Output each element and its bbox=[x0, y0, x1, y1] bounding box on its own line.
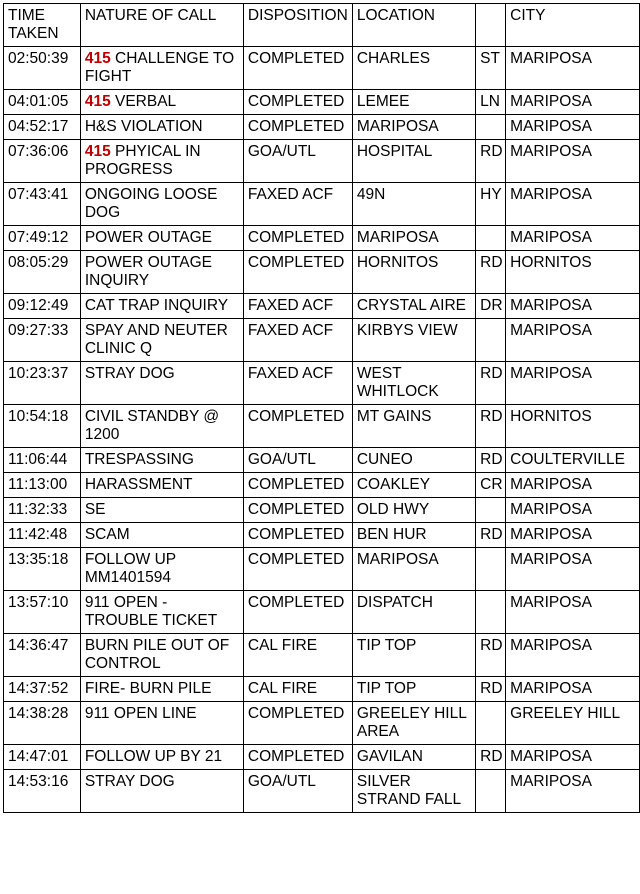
street-suffix-cell: RD bbox=[476, 523, 506, 548]
table-row bbox=[4, 498, 640, 523]
time-taken-cell: 04:52:17 bbox=[4, 115, 81, 140]
disposition-cell: GOA/UTL bbox=[243, 448, 352, 473]
city-cell: MARIPOSA bbox=[506, 183, 640, 226]
city-cell: HORNITOS bbox=[506, 405, 640, 448]
nature-of-call-cell bbox=[80, 362, 243, 405]
disposition-cell: GOA/UTL bbox=[243, 140, 352, 183]
table-row bbox=[4, 362, 640, 405]
nature-of-call-cell bbox=[80, 448, 243, 473]
disposition-cell: FAXED ACF bbox=[243, 183, 352, 226]
location-cell: DISPATCH bbox=[352, 591, 475, 634]
nature-of-call-cell bbox=[80, 523, 243, 548]
table-row bbox=[4, 448, 640, 473]
nature-of-call-cell bbox=[80, 634, 243, 677]
time-taken-cell: 10:54:18 bbox=[4, 405, 81, 448]
street-suffix-cell: HY bbox=[476, 183, 506, 226]
nature-of-call-cell bbox=[80, 319, 243, 362]
location-cell: MARIPOSA bbox=[352, 115, 475, 140]
street-suffix-cell: RD bbox=[476, 140, 506, 183]
table-row bbox=[4, 183, 640, 226]
nature-text: CAT TRAP INQUIRY bbox=[84, 297, 229, 314]
location-cell: TIP TOP bbox=[352, 634, 475, 677]
table-row bbox=[4, 591, 640, 634]
time-taken-cell: 04:01:05 bbox=[4, 90, 81, 115]
nature-of-call-cell bbox=[80, 294, 243, 319]
nature-text: CIVIL STANDBY @ 1200 bbox=[84, 408, 224, 443]
nature-text: VERBAL bbox=[110, 93, 177, 110]
nature-text: STRAY DOG bbox=[84, 773, 175, 790]
nature-text: BURN PILE OUT OF CONTROL bbox=[84, 637, 234, 672]
penal-code: 415 bbox=[84, 50, 111, 67]
street-suffix-cell bbox=[476, 591, 506, 634]
time-taken-cell: 14:37:52 bbox=[4, 677, 81, 702]
location-cell: CUNEO bbox=[352, 448, 475, 473]
nature-text: POWER OUTAGE bbox=[84, 229, 212, 246]
disposition-cell: COMPLETED bbox=[243, 47, 352, 90]
table-row bbox=[4, 677, 640, 702]
header-disposition: DISPOSITION bbox=[243, 4, 352, 47]
nature-of-call-cell bbox=[80, 90, 243, 115]
disposition-cell: CAL FIRE bbox=[243, 677, 352, 702]
table-row bbox=[4, 294, 640, 319]
penal-code: 415 bbox=[84, 143, 111, 160]
street-suffix-cell: RD bbox=[476, 634, 506, 677]
table-row bbox=[4, 226, 640, 251]
time-taken-cell: 09:27:33 bbox=[4, 319, 81, 362]
table-row bbox=[4, 702, 640, 745]
header-city: CITY bbox=[506, 4, 640, 47]
nature-of-call-cell bbox=[80, 473, 243, 498]
nature-text: HARASSMENT bbox=[84, 476, 193, 493]
nature-of-call-cell bbox=[80, 47, 243, 90]
nature-of-call-cell bbox=[80, 702, 243, 745]
city-cell: MARIPOSA bbox=[506, 473, 640, 498]
time-taken-cell: 09:12:49 bbox=[4, 294, 81, 319]
disposition-cell: COMPLETED bbox=[243, 498, 352, 523]
table-row bbox=[4, 115, 640, 140]
time-taken-cell: 14:38:28 bbox=[4, 702, 81, 745]
street-suffix-cell: LN bbox=[476, 90, 506, 115]
time-taken-cell: 07:49:12 bbox=[4, 226, 81, 251]
nature-of-call-cell bbox=[80, 745, 243, 770]
nature-text: 911 OPEN - TROUBLE TICKET bbox=[84, 594, 218, 629]
nature-of-call-cell bbox=[80, 770, 243, 813]
nature-of-call-cell bbox=[80, 251, 243, 294]
time-taken-cell: 02:50:39 bbox=[4, 47, 81, 90]
nature-of-call-cell bbox=[80, 115, 243, 140]
time-taken-cell: 07:43:41 bbox=[4, 183, 81, 226]
city-cell: MARIPOSA bbox=[506, 115, 640, 140]
street-suffix-cell: ST bbox=[476, 47, 506, 90]
table-row bbox=[4, 405, 640, 448]
street-suffix-cell bbox=[476, 115, 506, 140]
header-location: LOCATION bbox=[352, 4, 475, 47]
city-cell: COULTERVILLE bbox=[506, 448, 640, 473]
nature-text: FOLLOW UP BY 21 bbox=[84, 748, 223, 765]
street-suffix-cell bbox=[476, 702, 506, 745]
disposition-cell: COMPLETED bbox=[243, 702, 352, 745]
location-cell: CRYSTAL AIRE bbox=[352, 294, 475, 319]
disposition-cell: COMPLETED bbox=[243, 548, 352, 591]
city-cell: MARIPOSA bbox=[506, 140, 640, 183]
disposition-cell: FAXED ACF bbox=[243, 362, 352, 405]
time-taken-cell: 14:47:01 bbox=[4, 745, 81, 770]
location-cell: WEST WHITLOCK bbox=[352, 362, 475, 405]
table-row bbox=[4, 548, 640, 591]
nature-text: POWER OUTAGE INQUIRY bbox=[84, 254, 217, 289]
street-suffix-cell: RD bbox=[476, 251, 506, 294]
table-row bbox=[4, 90, 640, 115]
location-cell: SILVER STRAND FALL bbox=[352, 770, 475, 813]
nature-text: ONGOING LOOSE DOG bbox=[84, 186, 222, 221]
city-cell: MARIPOSA bbox=[506, 523, 640, 548]
table-row bbox=[4, 140, 640, 183]
city-cell: MARIPOSA bbox=[506, 362, 640, 405]
time-taken-cell: 14:36:47 bbox=[4, 634, 81, 677]
table-row bbox=[4, 523, 640, 548]
city-cell: MARIPOSA bbox=[506, 319, 640, 362]
disposition-cell: COMPLETED bbox=[243, 745, 352, 770]
time-taken-cell: 10:23:37 bbox=[4, 362, 81, 405]
city-cell: MARIPOSA bbox=[506, 294, 640, 319]
city-cell: GREELEY HILL bbox=[506, 702, 640, 745]
location-cell: KIRBYS VIEW bbox=[352, 319, 475, 362]
header-row bbox=[4, 4, 640, 47]
table-row bbox=[4, 251, 640, 294]
time-taken-cell: 14:53:16 bbox=[4, 770, 81, 813]
street-suffix-cell bbox=[476, 548, 506, 591]
street-suffix-cell: DR bbox=[476, 294, 506, 319]
city-cell: HORNITOS bbox=[506, 251, 640, 294]
disposition-cell: COMPLETED bbox=[243, 226, 352, 251]
city-cell: MARIPOSA bbox=[506, 745, 640, 770]
disposition-cell: COMPLETED bbox=[243, 523, 352, 548]
city-cell: MARIPOSA bbox=[506, 90, 640, 115]
disposition-cell: CAL FIRE bbox=[243, 634, 352, 677]
location-cell: 49N bbox=[352, 183, 475, 226]
disposition-cell: COMPLETED bbox=[243, 405, 352, 448]
street-suffix-cell bbox=[476, 498, 506, 523]
disposition-cell: GOA/UTL bbox=[243, 770, 352, 813]
disposition-cell: FAXED ACF bbox=[243, 319, 352, 362]
street-suffix-cell: CR bbox=[476, 473, 506, 498]
table-row bbox=[4, 770, 640, 813]
city-cell: MARIPOSA bbox=[506, 226, 640, 251]
location-cell: COAKLEY bbox=[352, 473, 475, 498]
disposition-cell: COMPLETED bbox=[243, 115, 352, 140]
nature-text: FIRE- BURN PILE bbox=[84, 680, 212, 697]
time-taken-cell: 11:42:48 bbox=[4, 523, 81, 548]
city-cell: MARIPOSA bbox=[506, 677, 640, 702]
nature-of-call-cell bbox=[80, 405, 243, 448]
location-cell: BEN HUR bbox=[352, 523, 475, 548]
location-cell: MT GAINS bbox=[352, 405, 475, 448]
location-cell: GAVILAN bbox=[352, 745, 475, 770]
table-row bbox=[4, 634, 640, 677]
street-suffix-cell bbox=[476, 226, 506, 251]
city-cell: MARIPOSA bbox=[506, 591, 640, 634]
disposition-cell: FAXED ACF bbox=[243, 294, 352, 319]
disposition-cell: COMPLETED bbox=[243, 251, 352, 294]
city-cell: MARIPOSA bbox=[506, 498, 640, 523]
location-cell: HORNITOS bbox=[352, 251, 475, 294]
city-cell: MARIPOSA bbox=[506, 47, 640, 90]
nature-text: TRESPASSING bbox=[84, 451, 194, 468]
nature-of-call-cell bbox=[80, 140, 243, 183]
call-log-table bbox=[3, 3, 640, 813]
time-taken-cell: 11:32:33 bbox=[4, 498, 81, 523]
city-cell: MARIPOSA bbox=[506, 770, 640, 813]
street-suffix-cell bbox=[476, 770, 506, 813]
location-cell: OLD HWY bbox=[352, 498, 475, 523]
nature-of-call-cell bbox=[80, 183, 243, 226]
nature-text: CHALLENGE TO FIGHT bbox=[84, 50, 239, 85]
nature-text: SPAY AND NEUTER CLINIC Q bbox=[84, 322, 233, 357]
location-cell: LEMEE bbox=[352, 90, 475, 115]
nature-text: STRAY DOG bbox=[84, 365, 175, 382]
nature-text: SE bbox=[84, 501, 106, 518]
nature-text: H&S VIOLATION bbox=[84, 118, 203, 135]
disposition-cell: COMPLETED bbox=[243, 473, 352, 498]
location-cell: MARIPOSA bbox=[352, 548, 475, 591]
disposition-cell: COMPLETED bbox=[243, 90, 352, 115]
header-time-taken: TIME TAKEN bbox=[4, 4, 81, 47]
nature-text: 911 OPEN LINE bbox=[84, 705, 197, 722]
nature-of-call-cell bbox=[80, 677, 243, 702]
nature-text: PHYICAL IN PROGRESS bbox=[84, 143, 205, 178]
nature-text: FOLLOW UP MM1401594 bbox=[84, 551, 181, 586]
table-row bbox=[4, 473, 640, 498]
time-taken-cell: 07:36:06 bbox=[4, 140, 81, 183]
table-row bbox=[4, 47, 640, 90]
street-suffix-cell: RD bbox=[476, 448, 506, 473]
time-taken-cell: 08:05:29 bbox=[4, 251, 81, 294]
location-cell: TIP TOP bbox=[352, 677, 475, 702]
header-street-suffix bbox=[476, 4, 506, 47]
time-taken-cell: 11:13:00 bbox=[4, 473, 81, 498]
street-suffix-cell: RD bbox=[476, 362, 506, 405]
street-suffix-cell bbox=[476, 319, 506, 362]
location-cell: HOSPITAL bbox=[352, 140, 475, 183]
city-cell: MARIPOSA bbox=[506, 548, 640, 591]
street-suffix-cell: RD bbox=[476, 745, 506, 770]
nature-of-call-cell bbox=[80, 548, 243, 591]
street-suffix-cell: RD bbox=[476, 405, 506, 448]
penal-code: 415 bbox=[84, 93, 111, 110]
street-suffix-cell: RD bbox=[476, 677, 506, 702]
nature-of-call-cell bbox=[80, 226, 243, 251]
city-cell: MARIPOSA bbox=[506, 634, 640, 677]
location-cell: CHARLES bbox=[352, 47, 475, 90]
nature-of-call-cell bbox=[80, 498, 243, 523]
time-taken-cell: 13:35:18 bbox=[4, 548, 81, 591]
disposition-cell: COMPLETED bbox=[243, 591, 352, 634]
location-cell: MARIPOSA bbox=[352, 226, 475, 251]
time-taken-cell: 11:06:44 bbox=[4, 448, 81, 473]
table-row bbox=[4, 319, 640, 362]
table-row bbox=[4, 745, 640, 770]
nature-of-call-cell bbox=[80, 591, 243, 634]
time-taken-cell: 13:57:10 bbox=[4, 591, 81, 634]
header-nature-of-call: NATURE OF CALL bbox=[80, 4, 243, 47]
location-cell: GREELEY HILL AREA bbox=[352, 702, 475, 745]
nature-text: SCAM bbox=[84, 526, 130, 543]
